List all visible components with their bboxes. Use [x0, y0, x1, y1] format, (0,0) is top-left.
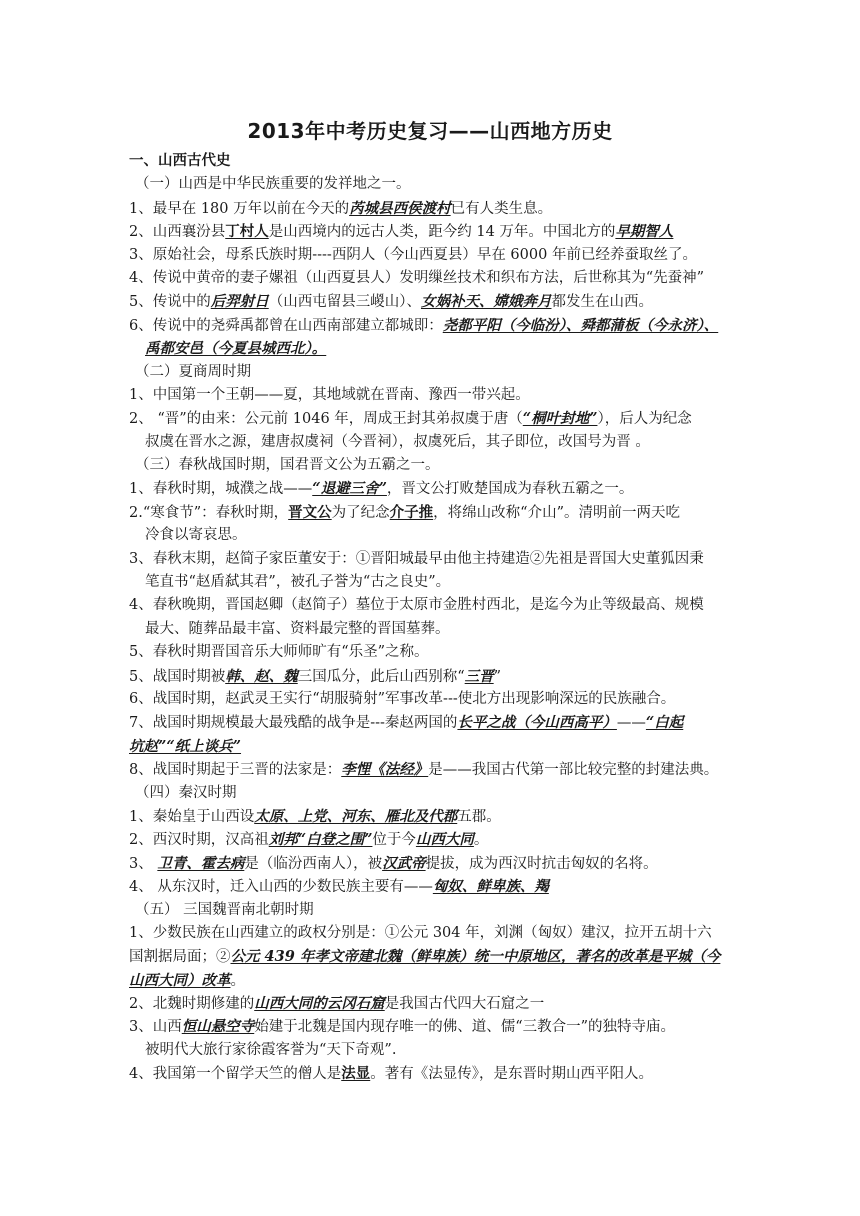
list-item: 5、春秋时期晋国音乐大师师旷有“乐圣”之称。 [129, 644, 429, 661]
key-term: 法显 [341, 1065, 371, 1083]
list-item-continuation: 最大、随葬品最丰富、资料最完整的晋国墓葬。 [145, 620, 450, 637]
list-item: 5、传说中的后羿射日（山西屯留县三嵕山）、女娲补天、嫦娥奔月都发生在山西。 [129, 293, 653, 311]
subsection-heading: （一）山西是中华民族重要的发祥地之一。 [135, 176, 411, 193]
document-body [129, 150, 734, 1086]
key-term: 丁村人 [225, 223, 269, 241]
list-item: 4、我国第一个留学天竺的僧人是法显。著有《法显传》，是东晋时期山西平阳人。 [129, 1065, 653, 1083]
list-item-continuation [129, 735, 734, 758]
section-heading: 一、山西古代史 [129, 153, 231, 169]
list-item-continuation: 山西大同）改革。 [129, 971, 245, 989]
list-item: 4、春秋晚期，晋国赵卿（赵简子）墓位于太原市金胜村西北，是迄今为止等级最高、规模 [129, 597, 704, 614]
key-term: 山西大同 [415, 831, 474, 849]
document-title: 2013年中考历史复习——山西地方历史 [247, 119, 613, 143]
key-term: 三晋 [464, 667, 494, 685]
list-item: 3、山西恒山悬空寺始建于北魏是国内现存唯一的佛、道、儒“三教合一”的独特寺庙。 [129, 1018, 676, 1036]
key-term: 刘邦“白登之围” [268, 831, 373, 849]
key-term: 恒山悬空寺 [181, 1018, 255, 1036]
list-item: 5、战国时期被韩、赵、魏三国瓜分，此后山西别称“三晋” [129, 667, 502, 685]
key-term: “退避三舍” [312, 480, 387, 498]
list-item: 8、战国时期起于三晋的法家是：李悝《法经》是——我国古代第一部比较完整的封建法典。 [129, 761, 719, 779]
subsection-heading: （三）春秋战国时期，国君晋文公为五霸之一。 [135, 457, 440, 474]
key-term: 晋文公 [288, 503, 332, 521]
key-term: 太原、上党、河东、雁北及代郡 [254, 807, 458, 825]
key-term: 坑赵”“纸上谈兵” [129, 737, 242, 755]
list-item: 6、传说中的尧舜禹都曾在山西南部建立都城即：尧都平阳（今临汾）、舜都蒲板（今永济）、 [129, 316, 719, 334]
key-term: 汉武帝 [382, 854, 426, 872]
key-term: 韩、赵、魏 [225, 667, 298, 685]
list-item: 2、 “晋”的由来：公元前 1046 年，周成王封其弟叔虞于唐（“桐叶封地”），后人为纪念 [129, 410, 692, 428]
key-term: 早期智人 [615, 223, 674, 241]
key-term: “白起 [645, 714, 684, 732]
list-item: 1、最早在 180 万年以前在今天的芮城县西侯渡村已有人类生息。 [129, 199, 553, 217]
list-item: 3、 卫青、霍去病是（临汾西南人），被汉武帝提拔，成为西汉时抗击匈奴的名将。 [129, 854, 658, 872]
subsection-heading: （四）秦汉时期 [135, 784, 237, 801]
key-term: 禹都安邑（今夏县城西北）。 [145, 340, 327, 358]
key-term: 山西大同）改革 [129, 971, 231, 989]
key-term: 卫青、霍去病 [157, 854, 245, 872]
list-item: 1、中国第一个王朝——夏，其地域就在晋南、豫西一带兴起。 [129, 386, 530, 403]
list-item: 1、少数民族在山西建立的政权分别是：①公元 304 年，刘渊（匈奴）建汉，拉开五胡十六 [129, 924, 712, 941]
list-item: 3、原始社会，母系氏族时期----西阴人（今山西夏县）早在 6000 年前已经养蚕取丝了。 [129, 246, 697, 263]
list-item-continuation: 国割据局面；②公元 439 年孝文帝建北魏（鲜卑族）统一中原地区，著名的改革是平城（今 [129, 948, 721, 966]
list-item: 6、战国时期，赵武灵王实行“胡服骑射”军事改革---使北方出现影响深远的民族融合。 [129, 690, 676, 707]
subsection-heading: （二）夏商周时期 [135, 363, 251, 380]
subsection-heading: （五） 三国魏晋南北朝时期 [135, 901, 314, 918]
list-item: 2、西汉时期，汉高祖刘邦“白登之围”位于今山西大同。 [129, 831, 489, 849]
key-term: 山西大同的云冈石窟 [254, 995, 385, 1013]
key-term: “桐叶封地” [522, 410, 598, 428]
list-item: 4、 从东汉时，迁入山西的少数民族主要有——匈奴、鲜卑族、羯 [129, 878, 549, 896]
key-term: 女娲补天、嫦娥奔月 [420, 293, 552, 311]
list-item: 4、传说中黄帝的妻子嫘祖（山西夏县人）发明缫丝技术和织布方法，后世称其为“先蚕神” [129, 269, 705, 286]
key-term: 长平之战（今山西高平） [457, 714, 617, 732]
key-term: 尧都平阳（今临汾）、舜都蒲板（今永济）、 [442, 316, 719, 334]
list-item-continuation: 冷食以寄哀思。 [145, 527, 247, 544]
key-term: 李悝《法经》 [341, 761, 429, 779]
list-item-continuation: 笔直书“赵盾弑其君”，被孔子誉为“古之良史”。 [145, 574, 451, 591]
list-item-continuation [129, 337, 734, 360]
key-term: 匈奴、鲜卑族、羯 [432, 878, 549, 896]
key-term: 芮城县西侯渡村 [349, 199, 451, 217]
list-item-continuation: 被明代大旅行家徐霞客誉为“天下奇观”. [145, 1041, 397, 1058]
list-item: 1、秦始皇于山西设太原、上党、河东、雁北及代郡五郡。 [129, 807, 501, 825]
list-item: 3、春秋末期，赵简子家臣董安于：①晋阳城最早由他主持建造②先祖是晋国大史董狐因秉 [129, 550, 704, 567]
list-item-continuation: 叔虞在晋水之源，建唐叔虞祠（今晋祠），叔虞死后，其子即位，改国号为晋 。 [145, 433, 650, 450]
list-item: 2、山西襄汾县丁村人是山西境内的远古人类，距今约 14 万年。中国北方的早期智人 [129, 223, 674, 241]
list-item: 7、战国时期规模最大最残酷的战争是---秦赵两国的长平之战（今山西高平）——“白起 [129, 714, 684, 732]
key-term: 介子推 [389, 503, 434, 521]
list-item: 2.“寒食节”：春秋时期，晋文公为了纪念介子推，将绵山改称“介山”。清明前一两天吃 [129, 503, 680, 521]
key-term: 公元 439 年孝文帝建北魏（鲜卑族）统一中原地区，著名的改革是平城（今 [230, 948, 721, 966]
list-item: 2、北魏时期修建的山西大同的云冈石窟是我国古代四大石窟之一 [129, 995, 545, 1013]
key-term: 后羿射日 [210, 293, 269, 311]
list-item: 1、春秋时期，城濮之战——“退避三舍”，晋文公打败楚国成为春秋五霸之一。 [129, 480, 634, 498]
